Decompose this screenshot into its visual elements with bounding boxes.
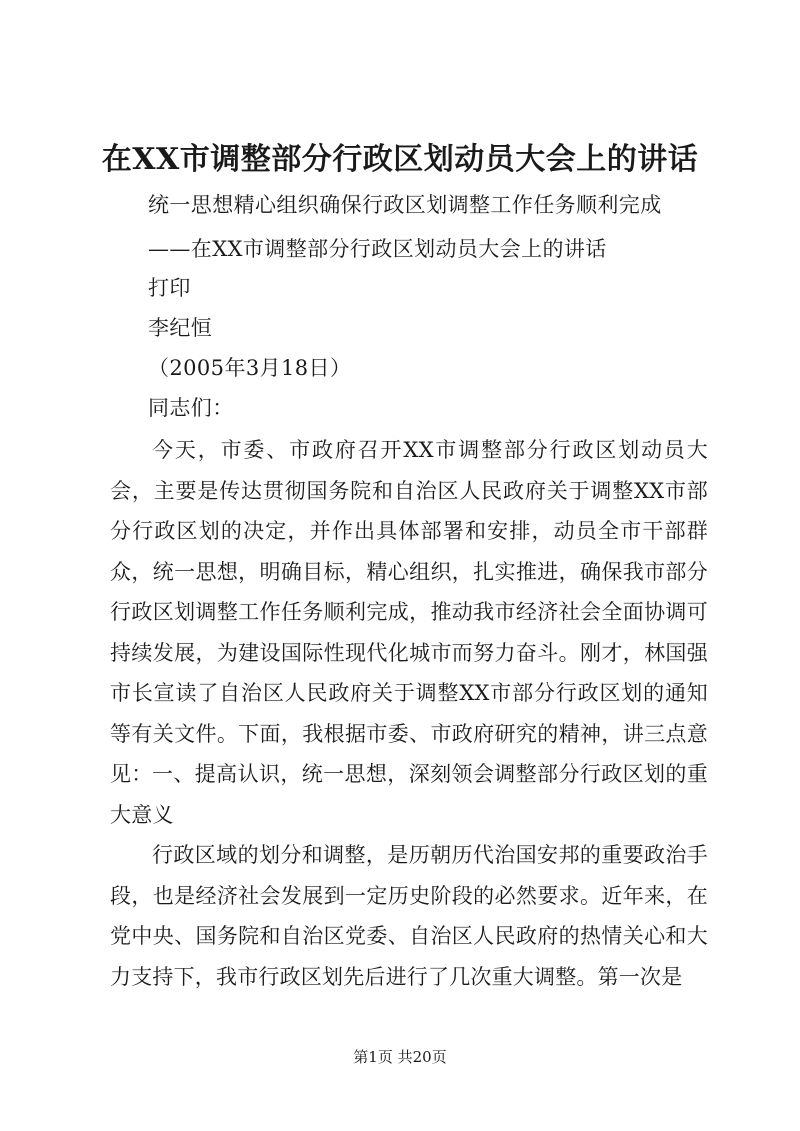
salutation: 同志们： [148,396,234,420]
section-heading-one: 一、提高认识，统一思想，深刻领会调整部分行政区划的重大意义 [110,762,708,827]
document-title: 在XX市调整部分行政区划动员大会上的讲话 [101,142,699,177]
document-subheading: ——在XX市调整部分行政区划动员大会上的讲话 [148,237,607,261]
document-subtitle: 统一思想精心组织确保行政区划调整工作任务顺利完成 [148,193,662,217]
print-label: 打印 [148,276,191,300]
author-name: 李纪恒 [148,316,213,340]
paragraph-opening: 今天，市委、市政府召开XX市调整部分行政区划动员大会，主要是传达贯彻国务院和自治区人民政府关于调整XX市部分行政区划的决定，并作出具体部署和安排，动员全市干部群众，统一思想，明确目标，精心组织，扎实推进，确保我市部分行政区划调整工作任务顺利完成，推动我市经济社会全面协调可持续发展，为建设国际性现代化城市而努力奋斗。刚才，林国强市长宣读了自治区人民政府关于调整XX市部分行政区划的通知等有关文件。下面，我根据市委、市政府研究的精神，讲三点意见： [110,438,708,786]
speech-date: （2005年3月18日） [148,356,352,380]
paragraph-body: 行政区域的划分和调整，是历朝历代治国安邦的重要政治手段，也是经济社会发展到一定历史阶段的必然要求。近年来，在党中央、国务院和自治区党委、自治区人民政府的热情关心和大力支持下，我市行政区划先后进行了几次重大调整。第一次是 [110,843,708,989]
page-indicator: 第1页 共20页 [353,1048,447,1066]
